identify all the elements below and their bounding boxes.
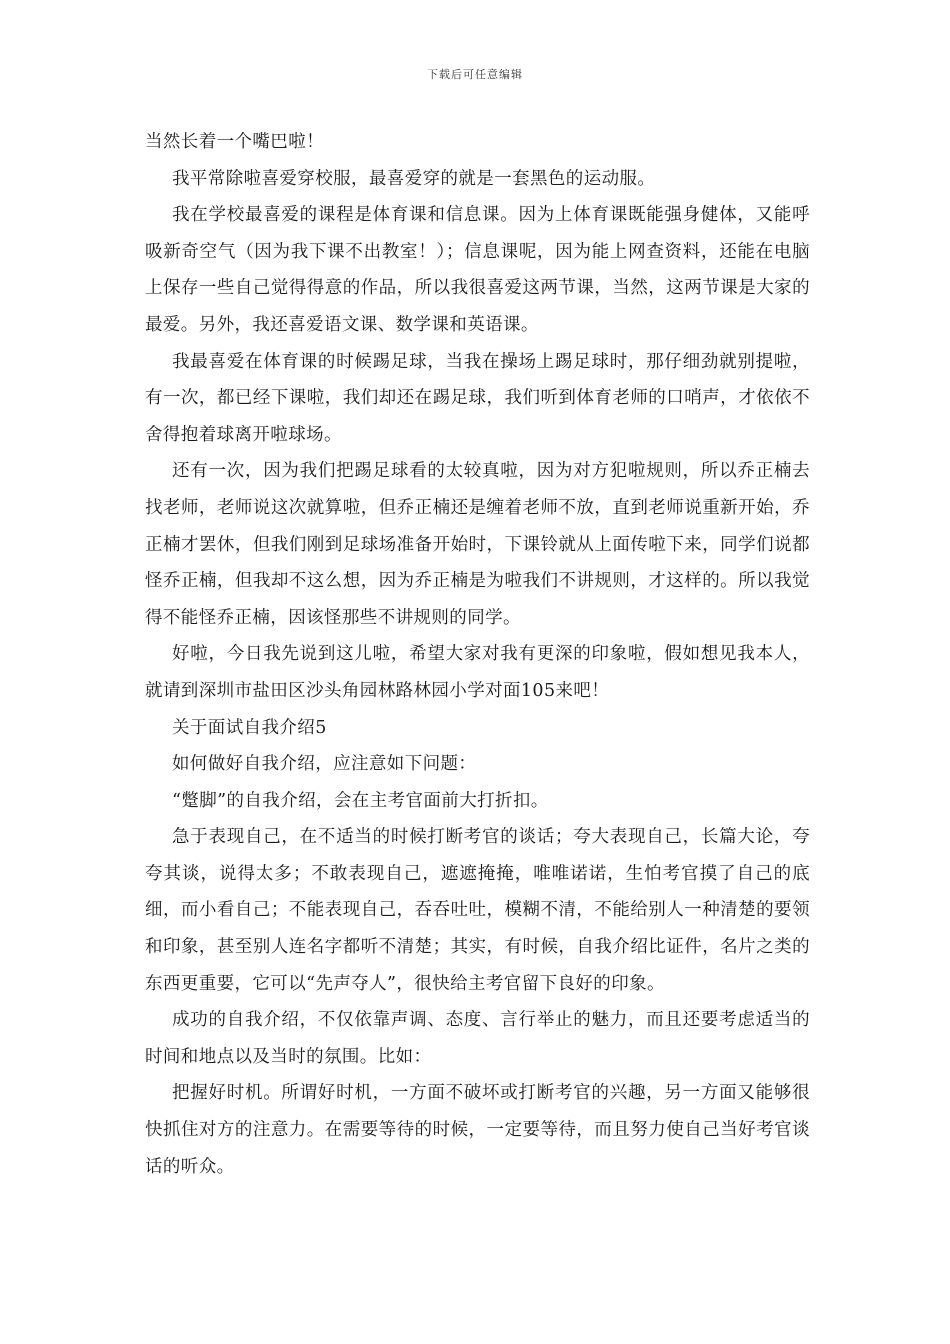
paragraph: 我最喜爱在体育课的时候踢足球，当我在操场上踢足球时，那仔细劲就别提啦，有一次，都已经下课啦，我们却还在踢足球，我们听到体育老师的口哨声，才依依不舍得抱着球离开啦球场。: [145, 351, 810, 445]
paragraph: 把握好时机。所谓好时机，一方面不破坏或打断考官的兴趣，另一方面又能够很快抓住对方的注意力。在需要等待的时候，一定要等待，而且努力使自己当好考官谈话的听众。: [145, 1083, 810, 1177]
section-heading: 关于面试自我介绍5: [172, 717, 327, 738]
paragraph: 我平常除啦喜爱穿校服，最喜爱穿的就是一套黑色的运动服。: [172, 168, 656, 189]
paragraph: 我在学校最喜爱的课程是体育课和信息课。因为上体育课既能强身健体，又能呼吸新奇空气（因为我下课不出教室！）；信息课呢，因为能上网查资料，还能在电脑上保存一些自己觉得得意的作品，所以我很喜爱这两节课，当然，这两节课是大家的最爱。另外，我还喜爱语文课、数学课和英语课。: [145, 205, 810, 335]
paragraph: 成功的自我介绍，不仅依靠声调、态度、言行举止的魅力，而且还要考虑适当的时间和地点以及当时的氛围。比如：: [145, 1010, 810, 1067]
paragraph: 急于表现自己，在不适当的时候打断考官的谈话；夸大表现自己，长篇大论，夸夸其谈，说得太多；不敢表现自己，遮遮掩掩，唯唯诺诺，生怕考官摸了自己的底细，而小看自己；不能表现自己，吞吞吐吐，模糊不清，不能给别人一种清楚的要领和印象，甚至别人连名字都听不清楚；其实，有时候，自我介绍比证件，名片之类的东西更重要，它可以“先声夺人”，很快给主考官留下良好的印象。: [145, 827, 810, 994]
page-header: 下载后可任意编辑: [427, 68, 523, 81]
paragraph: 当然长着一个嘴巴啦！: [145, 132, 324, 152]
paragraph: 如何做好自我介绍，应注意如下问题：: [172, 754, 477, 775]
paragraph: 好啦，今日我先说到这儿啦，希望大家对我有更深的印象啦，假如想见我本人，就请到深圳市盐田区沙头角园林路林园小学对面105来吧！: [145, 644, 810, 701]
paragraph: 还有一次，因为我们把踢足球看的太较真啦，因为对方犯啦规则，所以乔正楠去找老师，老师说这次就算啦，但乔正楠还是缠着老师不放，直到老师说重新开始，乔正楠才罢休，但我们刚到足球场准备开始时，下课铃就从上面传啦下来，同学们说都怪乔正楠，但我却不这么想，因为乔正楠是为啦我们不讲规则，才这样的。所以我觉得不能怪乔正楠，因该怪那些不讲规则的同学。: [145, 461, 810, 628]
document-body: [145, 124, 810, 1185]
paragraph: “蹩脚”的自我介绍，会在主考官面前大打折扣。: [172, 790, 549, 811]
